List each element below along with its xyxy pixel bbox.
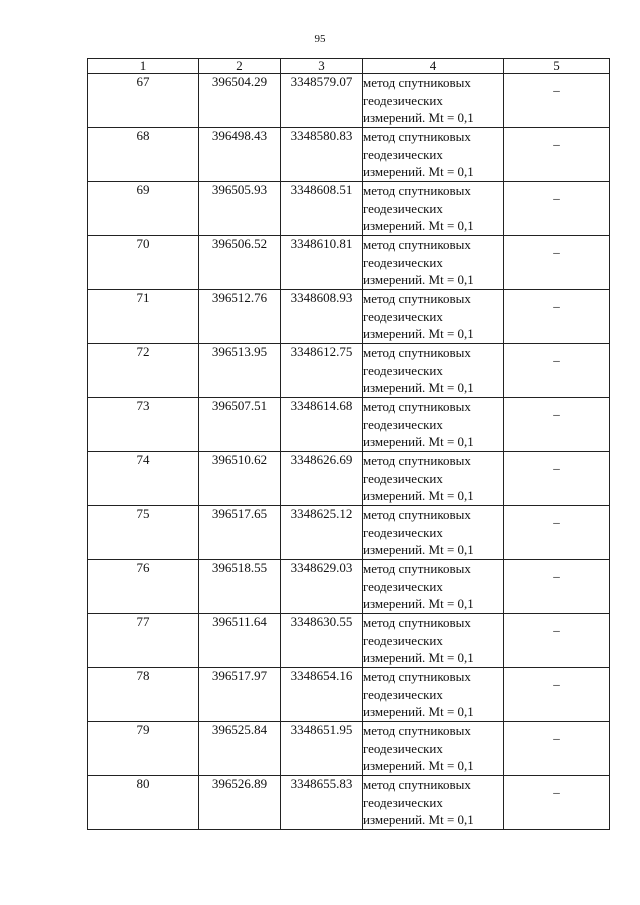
- method-cell: метод спутниковых геодезических измерений. Mt = 0,1: [363, 344, 504, 398]
- note-dash: _: [553, 456, 560, 471]
- method-cell: метод спутниковых геодезических измерений. Mt = 0,1: [363, 452, 504, 506]
- note-dash: _: [553, 780, 560, 795]
- point-number-cell: 77: [88, 614, 199, 668]
- point-number-cell: 72: [88, 344, 199, 398]
- x-coordinate-cell: 396526.89: [199, 776, 281, 830]
- x-coordinate-cell: 396498.43: [199, 128, 281, 182]
- header-col-3: 3: [281, 59, 363, 74]
- y-coordinate-cell: 3348610.81: [281, 236, 363, 290]
- y-coordinate-cell: 3348579.07: [281, 74, 363, 128]
- table-row: [88, 344, 610, 398]
- y-coordinate-cell: 3348654.16: [281, 668, 363, 722]
- method-cell: метод спутниковых геодезических измерений. Mt = 0,1: [363, 398, 504, 452]
- note-cell: [504, 128, 610, 182]
- header-col-1: 1: [88, 59, 199, 74]
- note-dash: _: [553, 78, 560, 93]
- x-coordinate-cell: 396506.52: [199, 236, 281, 290]
- note-cell: [504, 614, 610, 668]
- header-col-4: 4: [363, 59, 504, 74]
- note-cell: [504, 776, 610, 830]
- point-number-cell: 78: [88, 668, 199, 722]
- x-coordinate-cell: 396525.84: [199, 722, 281, 776]
- table-row: [88, 776, 610, 830]
- method-cell: метод спутниковых геодезических измерений. Mt = 0,1: [363, 560, 504, 614]
- table-row: [88, 668, 610, 722]
- note-dash: _: [553, 726, 560, 741]
- note-cell: [504, 452, 610, 506]
- method-cell: метод спутниковых геодезических измерений. Mt = 0,1: [363, 722, 504, 776]
- y-coordinate-cell: 3348629.03: [281, 560, 363, 614]
- note-dash: _: [553, 564, 560, 579]
- note-dash: _: [553, 672, 560, 687]
- table-row: [88, 506, 610, 560]
- table-row: [88, 290, 610, 344]
- table-row: [88, 452, 610, 506]
- x-coordinate-cell: 396511.64: [199, 614, 281, 668]
- x-coordinate-cell: 396513.95: [199, 344, 281, 398]
- x-coordinate-cell: 396510.62: [199, 452, 281, 506]
- note-dash: _: [553, 132, 560, 147]
- header-col-2: 2: [199, 59, 281, 74]
- y-coordinate-cell: 3348651.95: [281, 722, 363, 776]
- point-number-cell: 76: [88, 560, 199, 614]
- table-body: [88, 74, 610, 830]
- header-row: [88, 59, 610, 74]
- x-coordinate-cell: 396505.93: [199, 182, 281, 236]
- note-dash: _: [553, 402, 560, 417]
- y-coordinate-cell: 3348608.93: [281, 290, 363, 344]
- point-number-cell: 70: [88, 236, 199, 290]
- y-coordinate-cell: 3348608.51: [281, 182, 363, 236]
- note-cell: [504, 182, 610, 236]
- x-coordinate-cell: 396504.29: [199, 74, 281, 128]
- table-row: [88, 614, 610, 668]
- header-col-5: 5: [504, 59, 610, 74]
- table-row: [88, 182, 610, 236]
- table-row: [88, 236, 610, 290]
- point-number-cell: 75: [88, 506, 199, 560]
- method-cell: метод спутниковых геодезических измерений. Mt = 0,1: [363, 506, 504, 560]
- y-coordinate-cell: 3348655.83: [281, 776, 363, 830]
- page-number: 95: [314, 33, 326, 45]
- note-cell: [504, 722, 610, 776]
- x-coordinate-cell: 396512.76: [199, 290, 281, 344]
- method-cell: метод спутниковых геодезических измерений. Mt = 0,1: [363, 614, 504, 668]
- table-row: [88, 74, 610, 128]
- note-dash: _: [553, 186, 560, 201]
- point-number-cell: 73: [88, 398, 199, 452]
- note-cell: [504, 344, 610, 398]
- y-coordinate-cell: 3348625.12: [281, 506, 363, 560]
- x-coordinate-cell: 396517.97: [199, 668, 281, 722]
- x-coordinate-cell: 396517.65: [199, 506, 281, 560]
- method-cell: метод спутниковых геодезических измерений. Mt = 0,1: [363, 776, 504, 830]
- note-cell: [504, 668, 610, 722]
- note-dash: _: [553, 240, 560, 255]
- y-coordinate-cell: 3348612.75: [281, 344, 363, 398]
- method-cell: метод спутниковых геодезических измерений. Mt = 0,1: [363, 236, 504, 290]
- table-row: [88, 128, 610, 182]
- point-number-cell: 79: [88, 722, 199, 776]
- y-coordinate-cell: 3348614.68: [281, 398, 363, 452]
- note-dash: _: [553, 348, 560, 363]
- note-cell: [504, 74, 610, 128]
- note-cell: [504, 236, 610, 290]
- note-cell: [504, 560, 610, 614]
- table-row: [88, 560, 610, 614]
- note-dash: _: [553, 294, 560, 309]
- point-number-cell: 68: [88, 128, 199, 182]
- point-number-cell: 67: [88, 74, 199, 128]
- note-cell: [504, 506, 610, 560]
- method-cell: метод спутниковых геодезических измерений. Mt = 0,1: [363, 668, 504, 722]
- note-dash: _: [553, 510, 560, 525]
- coordinates-table: [87, 58, 610, 830]
- table-row: [88, 722, 610, 776]
- method-cell: метод спутниковых геодезических измерений. Mt = 0,1: [363, 290, 504, 344]
- y-coordinate-cell: 3348626.69: [281, 452, 363, 506]
- note-cell: [504, 398, 610, 452]
- point-number-cell: 80: [88, 776, 199, 830]
- y-coordinate-cell: 3348630.55: [281, 614, 363, 668]
- point-number-cell: 71: [88, 290, 199, 344]
- point-number-cell: 69: [88, 182, 199, 236]
- table-row: [88, 398, 610, 452]
- note-cell: [504, 290, 610, 344]
- method-cell: метод спутниковых геодезических измерений. Mt = 0,1: [363, 182, 504, 236]
- point-number-cell: 74: [88, 452, 199, 506]
- y-coordinate-cell: 3348580.83: [281, 128, 363, 182]
- x-coordinate-cell: 396518.55: [199, 560, 281, 614]
- table-header: [88, 59, 610, 74]
- method-cell: метод спутниковых геодезических измерений. Mt = 0,1: [363, 128, 504, 182]
- x-coordinate-cell: 396507.51: [199, 398, 281, 452]
- method-cell: метод спутниковых геодезических измерений. Mt = 0,1: [363, 74, 504, 128]
- note-dash: _: [553, 618, 560, 633]
